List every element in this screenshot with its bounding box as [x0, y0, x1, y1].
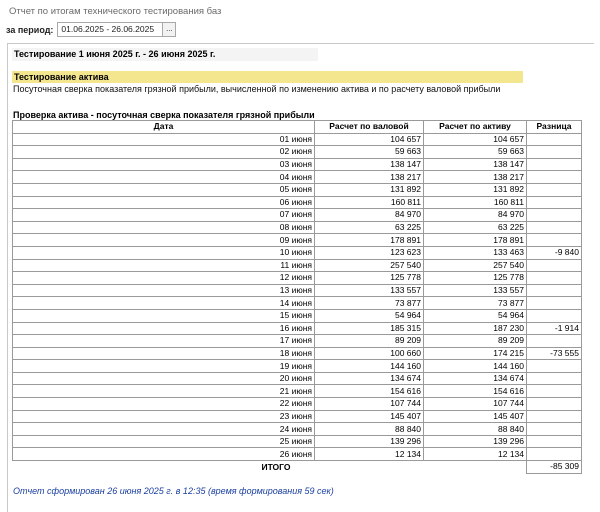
profit-table [12, 120, 582, 474]
cell-gross: 59 663 [315, 146, 424, 159]
column-header-diff: Разница [527, 121, 582, 134]
table-row [13, 259, 582, 272]
table-row [13, 246, 582, 259]
table-row [13, 284, 582, 297]
cell-asset: 160 811 [424, 196, 527, 209]
cell-date: 14 июня [13, 297, 315, 310]
cell-date: 06 июня [13, 196, 315, 209]
cell-date: 05 июня [13, 183, 315, 196]
table-row [13, 133, 582, 146]
cell-asset: 131 892 [424, 183, 527, 196]
cell-diff [527, 196, 582, 209]
cell-date: 20 июня [13, 372, 315, 385]
table-row [13, 360, 582, 373]
total-row [13, 461, 582, 474]
cell-date: 23 июня [13, 410, 315, 423]
table-row [13, 322, 582, 335]
period-row [6, 22, 176, 37]
cell-diff [527, 309, 582, 322]
period-label: за период: [6, 24, 54, 35]
table-row [13, 309, 582, 322]
cell-asset: 187 230 [424, 322, 527, 335]
table-row [13, 347, 582, 360]
cell-gross: 73 877 [315, 297, 424, 310]
table-row [13, 146, 582, 159]
cell-gross: 257 540 [315, 259, 424, 272]
cell-gross: 88 840 [315, 423, 424, 436]
cell-diff [527, 158, 582, 171]
cell-diff [527, 410, 582, 423]
cell-asset: 134 674 [424, 372, 527, 385]
total-asset [424, 461, 527, 474]
cell-date: 13 июня [13, 284, 315, 297]
cell-diff [527, 259, 582, 272]
cell-asset: 88 840 [424, 423, 527, 436]
cell-gross: 134 674 [315, 372, 424, 385]
cell-asset: 145 407 [424, 410, 527, 423]
cell-diff [527, 372, 582, 385]
table-row [13, 385, 582, 398]
cell-asset: 178 891 [424, 234, 527, 247]
cell-gross: 104 657 [315, 133, 424, 146]
cell-diff [527, 221, 582, 234]
cell-gross: 12 134 [315, 448, 424, 461]
report-title: Тестирование 1 июня 2025 г. - 26 июня 2025 г. [12, 48, 318, 61]
cell-diff [527, 284, 582, 297]
cell-asset: 54 964 [424, 309, 527, 322]
cell-gross: 185 315 [315, 322, 424, 335]
table-row [13, 234, 582, 247]
table-row [13, 221, 582, 234]
cell-date: 09 июня [13, 234, 315, 247]
cell-date: 11 июня [13, 259, 315, 272]
cell-date: 01 июня [13, 133, 315, 146]
cell-gross: 100 660 [315, 347, 424, 360]
table-row [13, 372, 582, 385]
cell-gross: 145 407 [315, 410, 424, 423]
cell-diff [527, 385, 582, 398]
table-row [13, 435, 582, 448]
cell-asset: 174 215 [424, 347, 527, 360]
cell-date: 02 июня [13, 146, 315, 159]
table-row [13, 272, 582, 285]
cell-gross: 139 296 [315, 435, 424, 448]
cell-diff: -9 840 [527, 246, 582, 259]
cell-diff [527, 171, 582, 184]
cell-gross: 123 623 [315, 246, 424, 259]
table-row [13, 158, 582, 171]
cell-diff [527, 183, 582, 196]
cell-date: 17 июня [13, 335, 315, 348]
cell-date: 07 июня [13, 209, 315, 222]
cell-asset: 257 540 [424, 259, 527, 272]
cell-date: 22 июня [13, 398, 315, 411]
cell-asset: 89 209 [424, 335, 527, 348]
cell-asset: 138 147 [424, 158, 527, 171]
cell-diff [527, 398, 582, 411]
cell-date: 03 июня [13, 158, 315, 171]
table-row [13, 209, 582, 222]
cell-date: 21 июня [13, 385, 315, 398]
table-row [13, 183, 582, 196]
cell-gross: 138 147 [315, 158, 424, 171]
cell-asset: 107 744 [424, 398, 527, 411]
cell-asset: 138 217 [424, 171, 527, 184]
cell-gross: 144 160 [315, 360, 424, 373]
column-header-asset: Расчет по активу [424, 121, 527, 134]
table-row [13, 335, 582, 348]
cell-asset: 144 160 [424, 360, 527, 373]
cell-diff [527, 133, 582, 146]
cell-date: 16 июня [13, 322, 315, 335]
cell-diff [527, 272, 582, 285]
cell-diff: -1 914 [527, 322, 582, 335]
column-header-gross: Расчет по валовой [315, 121, 424, 134]
cell-gross: 107 744 [315, 398, 424, 411]
window-title: Отчет по итогам технического тестирования баз [9, 6, 222, 17]
check-title: Проверка актива - посуточная сверка показателя грязной прибыли [13, 110, 315, 120]
section-title: Тестирование актива [12, 71, 523, 83]
table-row [13, 196, 582, 209]
cell-gross: 84 970 [315, 209, 424, 222]
table-row [13, 398, 582, 411]
cell-date: 25 июня [13, 435, 315, 448]
cell-gross: 133 557 [315, 284, 424, 297]
cell-gross: 131 892 [315, 183, 424, 196]
cell-date: 12 июня [13, 272, 315, 285]
cell-date: 26 июня [13, 448, 315, 461]
period-input[interactable]: 01.06.2025 - 26.06.2025 [57, 22, 163, 37]
table-row [13, 448, 582, 461]
cell-gross: 89 209 [315, 335, 424, 348]
cell-date: 08 июня [13, 221, 315, 234]
cell-asset: 125 778 [424, 272, 527, 285]
total-diff: -85 309 [527, 461, 582, 474]
cell-asset: 73 877 [424, 297, 527, 310]
cell-date: 18 июня [13, 347, 315, 360]
cell-date: 10 июня [13, 246, 315, 259]
cell-asset: 59 663 [424, 146, 527, 159]
cell-diff [527, 335, 582, 348]
cell-gross: 178 891 [315, 234, 424, 247]
report-footer-note: Отчет сформирован 26 июня 2025 г. в 12:35 (время формирования 59 сек) [13, 486, 334, 496]
cell-asset: 104 657 [424, 133, 527, 146]
cell-asset: 84 970 [424, 209, 527, 222]
total-label: ИТОГО [261, 461, 291, 472]
cell-gross: 154 616 [315, 385, 424, 398]
cell-gross: 138 217 [315, 171, 424, 184]
cell-diff [527, 209, 582, 222]
cell-date: 19 июня [13, 360, 315, 373]
cell-date: 15 июня [13, 309, 315, 322]
table-row [13, 297, 582, 310]
cell-asset: 63 225 [424, 221, 527, 234]
report-area [7, 43, 594, 512]
cell-diff [527, 146, 582, 159]
table-header-row [13, 121, 582, 134]
cell-diff: -73 555 [527, 347, 582, 360]
column-header-date: Дата [13, 121, 315, 134]
cell-asset: 154 616 [424, 385, 527, 398]
table-row [13, 410, 582, 423]
cell-diff [527, 297, 582, 310]
cell-diff [527, 435, 582, 448]
cell-diff [527, 423, 582, 436]
cell-diff [527, 448, 582, 461]
total-gross [315, 461, 424, 474]
cell-gross: 63 225 [315, 221, 424, 234]
cell-asset: 133 557 [424, 284, 527, 297]
cell-gross: 160 811 [315, 196, 424, 209]
cell-gross: 54 964 [315, 309, 424, 322]
cell-gross: 125 778 [315, 272, 424, 285]
cell-date: 24 июня [13, 423, 315, 436]
cell-asset: 133 463 [424, 246, 527, 259]
cell-asset: 139 296 [424, 435, 527, 448]
table-row [13, 423, 582, 436]
cell-asset: 12 134 [424, 448, 527, 461]
cell-diff [527, 360, 582, 373]
section-description: Посуточная сверка показателя грязной прибыли, вычисленной по изменению актива и по расчету валовой прибыли [13, 84, 501, 94]
cell-date: 04 июня [13, 171, 315, 184]
table-row [13, 171, 582, 184]
period-select-button[interactable]: ... [163, 22, 176, 37]
cell-diff [527, 234, 582, 247]
